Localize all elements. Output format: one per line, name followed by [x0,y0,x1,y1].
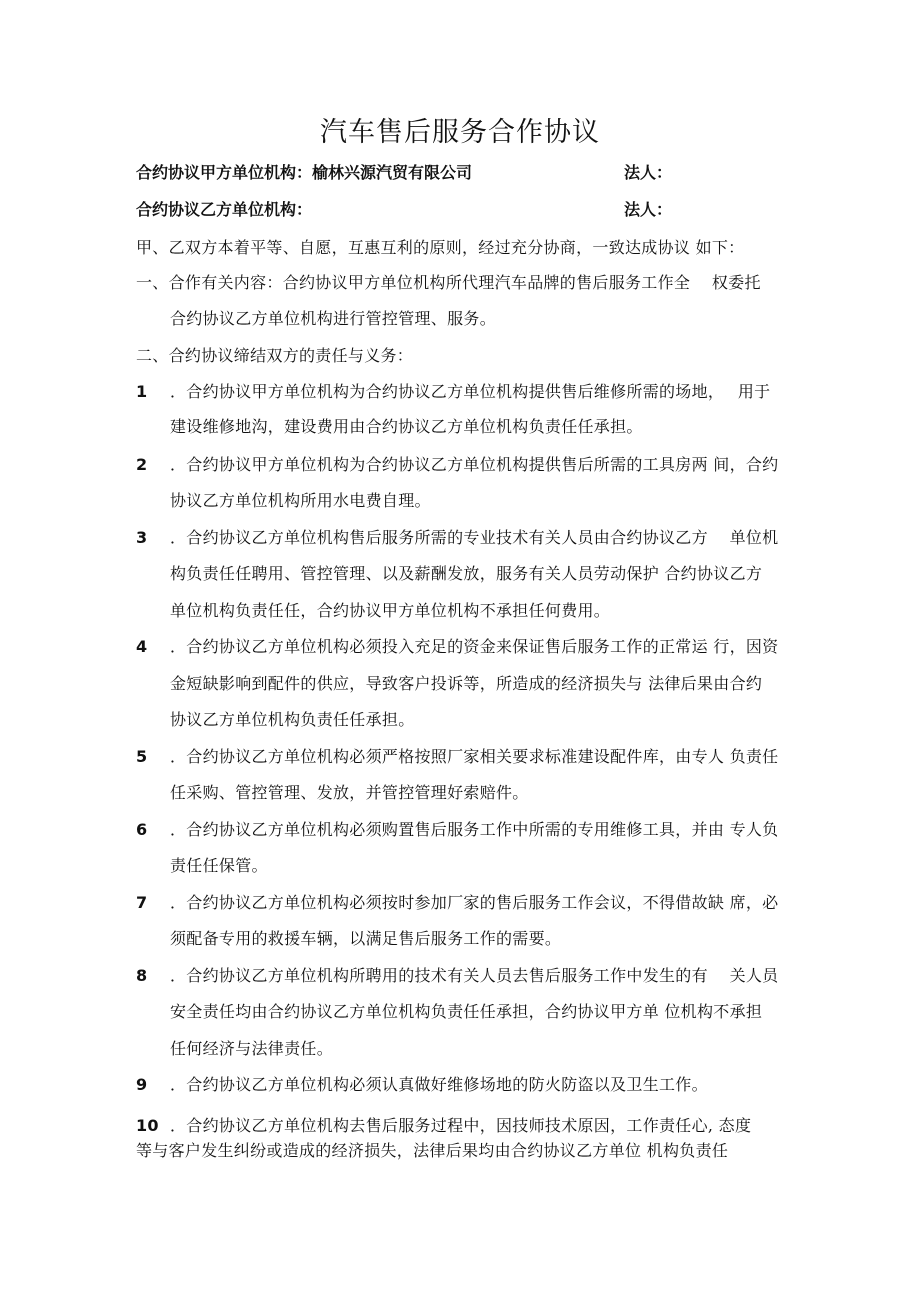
party-b-rep: 法人： [624,200,673,219]
clause-number: 7 [136,893,148,912]
clause-1-line2: 建设维修地沟，建设费用由合约协议乙方单位机构负责任任承担。 [170,417,643,436]
intro-paragraph: 甲、乙双方本着平等、自愿，互惠互利的原则，经过充分协商，一致达成协议 如下： [136,238,745,257]
clause-4-line3: 协议乙方单位机构负责任任承担。 [170,710,415,729]
clause-3-line1: 3 ．合约协议乙方单位机构售后服务所需的专业技术有关人员由合约协议乙方 单位机 [136,528,779,547]
section1-line1: 一、合作有关内容：合约协议甲方单位机构所代理汽车品牌的售后服务工作全 权委托 [136,273,761,292]
clause-2-line2: 协议乙方单位机构所用水电费自理。 [170,491,431,510]
clause-2-line1: 2 ．合约协议甲方单位机构为合约协议乙方单位机构提供售后所需的工具房两 间，合约 [136,455,779,474]
clause-8-line3: 任何经济与法律责任。 [170,1039,334,1058]
clause-1-line1: 1 ．合约协议甲方单位机构为合约协议乙方单位机构提供售后维修所需的场地， 用于 [136,382,771,401]
clause-3-line2: 构负责任任聘用、管控管理、以及薪酬发放，服务有关人员劳动保护 合约协议乙方 [170,564,763,583]
party-b-label: 合约协议乙方单位机构： [136,200,313,219]
clause-6-line1: 6 ．合约协议乙方单位机构必须购置售后服务工作中所需的专用维修工具，并由 专人负 [136,820,779,839]
clause-number: 5 [136,747,148,766]
clause-number: 2 [136,455,148,474]
section2-heading: 二、合约协议缔结双方的责任与义务： [136,346,414,365]
clause-8-line2: 安全责任均由合约协议乙方单位机构负责任任承担，合约协议甲方单 位机构不承担 [170,1002,763,1021]
clause-9-line1: 9 ．合约协议乙方单位机构必须认真做好维修场地的防火防盗以及卫生工作。 [136,1075,708,1094]
clause-4-line2: 金短缺影响到配件的供应，导致客户投诉等，所造成的经济损失与 法律后果由合约 [170,674,763,693]
clause-4-line1: 4 ．合约协议乙方单位机构必须投入充足的资金来保证售后服务工作的正常运 行，因资 [136,637,779,656]
document-title: 汽车售后服务合作协议 [320,117,600,148]
clause-number: 4 [136,637,148,656]
clause-number: 3 [136,528,148,547]
clause-10-line2: 等与客户发生纠纷或造成的经济损失，法律后果均由合约协议乙方单位 机构负责任 [136,1141,729,1160]
clause-number: 9 [136,1075,148,1094]
clause-7-line1: 7 ．合约协议乙方单位机构必须按时参加厂家的售后服务工作会议，不得借故缺 席，必 [136,893,779,912]
section1-line2: 合约协议乙方单位机构进行管控管理、服务。 [170,309,497,328]
clause-5-line1: 5 ．合约协议乙方单位机构必须严格按照厂家相关要求标准建设配件库，由专人 负责任 [136,747,779,766]
clause-8-line1: 8 ．合约协议乙方单位机构所聘用的技术有关人员去售后服务工作中发生的有 关人员 [136,966,779,985]
clause-number: 10 [136,1116,159,1135]
clause-number: 6 [136,820,148,839]
party-a-label: 合约协议甲方单位机构：榆林兴源汽贸有限公司 [136,163,473,182]
clause-number: 1 [136,382,148,401]
clause-7-line2: 须配备专用的救援车辆，以满足售后服务工作的需要。 [170,929,562,948]
clause-number: 8 [136,966,148,985]
clause-6-line2: 责任任保管。 [170,856,268,875]
clause-10-line1: 10 ．合约协议乙方单位机构去售后服务过程中，因技师技术原因，工作责任心, 态度 [136,1116,752,1135]
clause-5-line2: 任采购、管控管理、发放，并管控管理好索赔件。 [170,783,529,802]
clause-3-line3: 单位机构负责任任，合约协议甲方单位机构不承担任何费用。 [170,601,611,620]
party-a-rep: 法人： [624,163,673,182]
